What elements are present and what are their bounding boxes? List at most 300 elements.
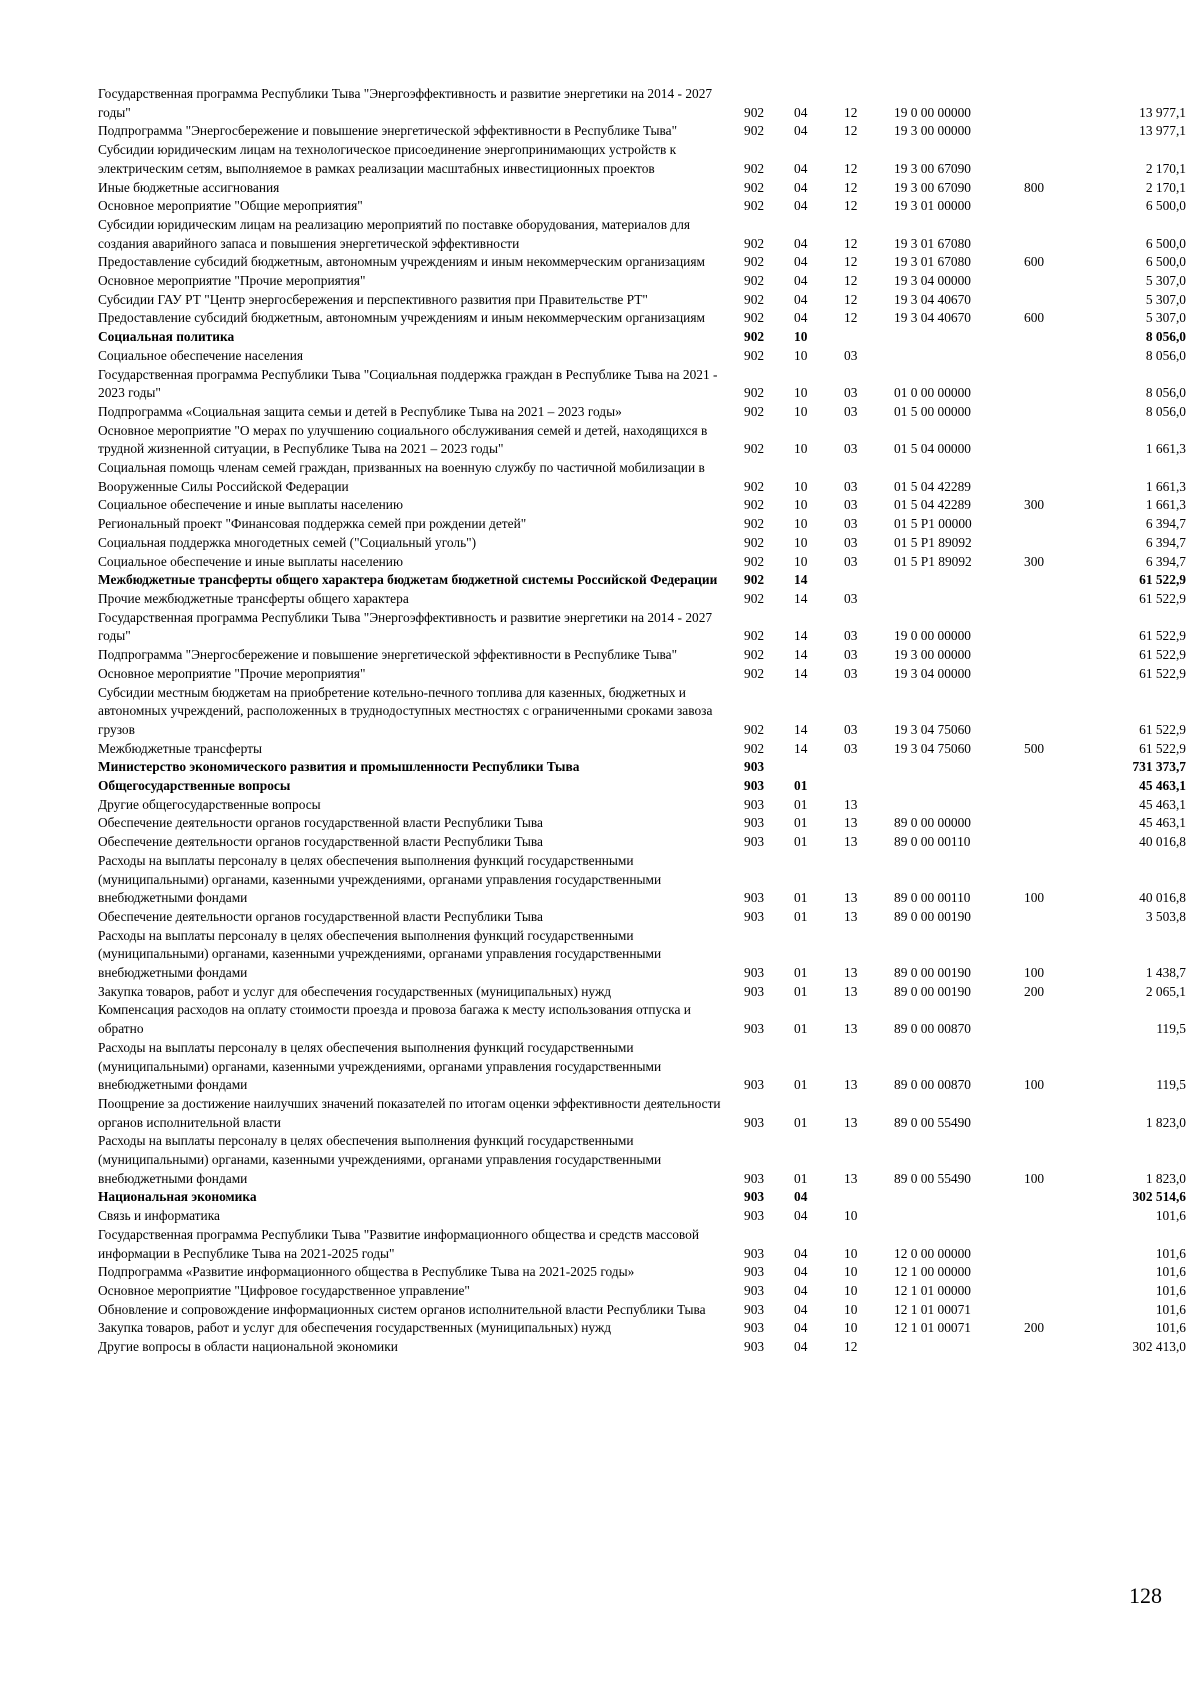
table-row [98,684,1186,740]
table-row [98,1039,1186,1095]
table-row [98,1319,1186,1338]
table-row [98,796,1186,815]
row-amount: 3 503,8 [1145,908,1186,924]
row-section-code: 14 [794,665,808,681]
row-target-item-code: 01 5 00 00000 [894,403,971,419]
row-ministry-code: 903 [744,1189,765,1205]
row-description: Государственная программа Республики Тыва "Развитие информационного общества и средств массовой информации в Республике Тыва на 2021-2025 годы" [98,1226,699,1261]
row-target-item-code: 19 3 00 00000 [894,123,971,139]
row-amount: 5 307,0 [1145,291,1186,307]
row-ministry-code: 903 [744,796,765,812]
row-subsection-code: 10 [844,1283,858,1298]
row-description: Основное мероприятие "Общие мероприятия" [98,198,363,214]
row-amount: 61 522,9 [1139,590,1186,606]
table-row [98,253,1186,272]
table-row [98,496,1186,515]
row-expense-type-code: 600 [1024,254,1045,270]
row-ministry-code: 903 [744,965,765,981]
row-subsection-code: 12 [844,291,858,307]
row-ministry-code: 903 [744,1245,765,1261]
row-section-code: 01 [794,796,808,812]
table-row [98,1001,1186,1038]
row-description: Обеспечение деятельности органов государственной власти Республики Тыва [98,834,543,850]
row-section-code: 04 [794,1301,808,1317]
row-amount: 40 016,8 [1139,834,1186,850]
row-description: Основное мероприятие "Прочие мероприятия" [98,665,366,681]
row-ministry-code: 902 [744,647,765,663]
row-subsection-code: 13 [844,890,858,906]
row-amount: 6 394,7 [1145,553,1186,569]
table-row [98,179,1186,198]
row-section-code: 04 [794,1208,808,1224]
row-amount: 1 661,3 [1145,441,1186,457]
row-subsection-code: 12 [844,104,858,120]
row-ministry-code: 902 [744,254,765,270]
row-target-item-code: 89 0 00 55490 [894,1170,971,1186]
row-description: Подпрограмма "Энергосбережение и повышение энергетической эффективности в Республике Тыва" [98,647,678,663]
row-subsection-code: 03 [844,441,858,457]
table-row [98,646,1186,665]
table-row [98,515,1186,534]
row-description: Расходы на выплаты персоналу в целях обеспечения выполнения функций государственными (муниципальными) органами, казенными учреждениями, органами управления государственными внебюджетными фондами [98,852,662,906]
row-amount: 6 394,7 [1145,534,1186,550]
row-subsection-code: 03 [844,347,858,363]
row-expense-type-code: 100 [1024,890,1045,906]
row-section-code: 04 [794,254,808,270]
row-subsection-code: 13 [844,796,858,812]
row-subsection-code: 03 [844,628,858,644]
table-row [98,1207,1186,1226]
row-subsection-code: 13 [844,1077,858,1093]
row-subsection-code: 13 [844,1114,858,1130]
table-row [98,571,1186,590]
row-ministry-code: 902 [744,104,765,120]
row-amount: 61 522,9 [1139,721,1186,737]
row-expense-type-code: 300 [1024,497,1045,513]
row-amount: 2 170,1 [1145,160,1186,176]
row-subsection-code: 13 [844,1170,858,1186]
row-amount: 5 307,0 [1145,273,1186,289]
row-amount: 8 056,0 [1145,329,1186,345]
table-row [98,609,1186,646]
row-target-item-code: 89 0 00 00190 [894,983,971,999]
row-amount: 13 977,1 [1139,123,1186,139]
row-ministry-code: 903 [744,890,765,906]
row-amount: 302 413,0 [1132,1339,1186,1355]
row-description: Компенсация расходов на оплату стоимости проезда и провоза багажа к месту использования отпуска и обратно [98,1002,691,1037]
table-row [98,272,1186,291]
row-subsection-code: 12 [844,254,858,270]
row-amount: 13 977,1 [1139,104,1186,120]
row-amount: 2 170,1 [1145,179,1186,195]
row-section-code: 01 [794,834,808,850]
table-row [98,422,1186,459]
row-section-code: 04 [794,1189,808,1205]
row-amount: 61 522,9 [1139,572,1186,588]
row-amount: 101,6 [1155,1320,1186,1336]
row-target-item-code: 19 3 04 75060 [894,721,971,737]
row-target-item-code: 89 0 00 00190 [894,908,971,924]
row-subsection-code: 03 [844,647,858,663]
row-description: Межбюджетные трансферты общего характера бюджетам бюджетной системы Российской Федерации [98,572,718,588]
row-target-item-code: 19 0 00 00000 [894,628,971,644]
row-description: Связь и информатика [98,1208,220,1224]
row-description: Социальная помощь членам семей граждан, призванных на военную службу по частичной мобилизации в Вооруженные Силы Российской Федерации [98,460,705,494]
table-row [98,1338,1186,1357]
row-ministry-code: 902 [744,347,765,363]
row-subsection-code: 03 [844,740,858,756]
row-ministry-code: 902 [744,740,765,756]
table-row [98,347,1186,366]
row-ministry-code: 903 [744,1077,765,1093]
row-target-item-code: 19 3 04 00000 [894,273,971,289]
row-description: Субсидии ГАУ РТ "Центр энергосбережения и перспективного развития при Правительстве РТ" [98,291,648,307]
row-section-code: 01 [794,965,808,981]
row-section-code: 04 [794,160,808,176]
row-subsection-code: 12 [844,310,858,326]
row-target-item-code: 01 5 04 42289 [894,478,971,494]
row-section-code: 14 [794,628,808,644]
row-amount: 6 500,0 [1145,198,1186,214]
row-amount: 61 522,9 [1139,665,1186,681]
row-section-code: 04 [794,273,808,289]
row-ministry-code: 902 [744,497,765,513]
row-section-code: 14 [794,647,808,663]
table-row [98,197,1186,216]
row-ministry-code: 902 [744,273,765,289]
row-target-item-code: 19 3 00 67090 [894,160,971,176]
row-ministry-code: 902 [744,628,765,644]
table-row [98,459,1186,496]
row-target-item-code: 01 5 P1 89092 [894,553,972,569]
row-target-item-code: 19 3 01 67080 [894,254,971,270]
row-amount: 61 522,9 [1139,628,1186,644]
row-ministry-code: 902 [744,403,765,419]
row-subsection-code: 10 [844,1301,858,1317]
row-amount: 1 438,7 [1145,965,1186,981]
row-ministry-code: 903 [744,1264,765,1280]
row-ministry-code: 902 [744,441,765,457]
row-section-code: 14 [794,590,808,606]
row-amount: 101,6 [1155,1245,1186,1261]
row-description: Расходы на выплаты персоналу в целях обеспечения выполнения функций государственными (муниципальными) органами, казенными учреждениями, органами управления государственными внебюджетными фондами [98,927,662,981]
row-ministry-code: 902 [744,123,765,139]
row-subsection-code: 03 [844,590,858,606]
row-target-item-code: 89 0 00 55490 [894,1114,971,1130]
table-row [98,1301,1186,1320]
row-target-item-code: 01 5 04 42289 [894,497,971,513]
row-ministry-code: 903 [744,908,765,924]
row-description: Другие вопросы в области национальной экономики [98,1339,398,1355]
row-description: Социальная политика [98,329,235,345]
row-description: Субсидии юридическим лицам на технологическое присоединение энергопринимающих устройств к электрическим сетям, выполняемое в рамках реализации масштабных инвестиционных проектов [98,142,677,176]
row-description: Межбюджетные трансферты [98,740,262,756]
row-amount: 61 522,9 [1139,647,1186,663]
row-ministry-code: 902 [744,590,765,606]
row-section-code: 10 [794,403,808,419]
row-target-item-code: 12 1 00 00000 [894,1264,971,1280]
row-section-code: 14 [794,740,808,756]
row-target-item-code: 89 0 00 00870 [894,1021,971,1037]
row-section-code: 04 [794,104,808,120]
row-subsection-code: 13 [844,965,858,981]
row-target-item-code: 12 1 01 00000 [894,1283,971,1298]
table-row [98,122,1186,141]
row-subsection-code: 12 [844,123,858,139]
row-target-item-code: 19 3 00 67090 [894,179,971,195]
row-description: Субсидии местным бюджетам на приобретение котельно-печного топлива для казенных, бюджетных и автономных учреждений, расположенных в труднодоступных местностях с ограниченными сроками завоза грузов [98,684,713,737]
row-ministry-code: 902 [744,179,765,195]
row-target-item-code: 19 0 00 00000 [894,104,971,120]
row-ministry-code: 902 [744,721,765,737]
table-row [98,590,1186,609]
row-description: Закупка товаров, работ и услуг для обеспечения государственных (муниципальных) нужд [98,1320,612,1336]
row-target-item-code: 01 5 04 00000 [894,441,971,457]
row-amount: 101,6 [1155,1283,1186,1298]
table-row [98,403,1186,422]
row-expense-type-code: 200 [1024,1320,1045,1336]
row-amount: 101,6 [1155,1264,1186,1280]
row-ministry-code: 902 [744,534,765,550]
row-target-item-code: 01 5 P1 89092 [894,534,972,550]
row-subsection-code: 03 [844,534,858,550]
table-row [98,740,1186,759]
row-section-code: 04 [794,198,808,214]
row-target-item-code: 19 3 00 00000 [894,647,971,663]
row-section-code: 04 [794,235,808,251]
row-description: Социальное обеспечение и иные выплаты населению [98,553,403,569]
row-subsection-code: 03 [844,478,858,494]
row-description: Расходы на выплаты персоналу в целях обеспечения выполнения функций государственными (муниципальными) органами, казенными учреждениями, органами управления государственными внебюджетными фондами [98,1133,662,1186]
row-amount: 6 500,0 [1145,235,1186,251]
row-expense-type-code: 100 [1024,1077,1045,1093]
row-ministry-code: 902 [744,572,765,588]
row-section-code: 01 [794,1170,808,1186]
row-amount: 1 823,0 [1145,1170,1186,1186]
row-ministry-code: 902 [744,235,765,251]
row-amount: 5 307,0 [1145,310,1186,326]
row-description: Обновление и сопровождение информационных систем органов исполнительной власти Республики Тыва [98,1301,706,1317]
table-row [98,665,1186,684]
row-description: Поощрение за достижение наилучших значений показателей по итогам оценки эффективности деятельности органов исполнительной власти [98,1095,721,1130]
row-description: Общегосударственные вопросы [98,778,291,794]
row-ministry-code: 902 [744,160,765,176]
row-section-code: 04 [794,123,808,139]
table-row [98,1095,1186,1132]
table-row [98,85,1186,122]
row-amount: 119,5 [1156,1021,1186,1037]
row-amount: 302 514,6 [1132,1189,1186,1205]
row-subsection-code: 12 [844,273,858,289]
row-description: Министерство экономического развития и промышленности Республики Тыва [98,759,580,775]
row-amount: 8 056,0 [1145,385,1186,401]
row-amount: 8 056,0 [1145,403,1186,419]
row-target-item-code: 89 0 00 00190 [894,965,971,981]
row-target-item-code: 01 0 00 00000 [894,385,971,401]
row-description: Государственная программа Республики Тыва "Энергоэффективность и развитие энергетики на 2014 - 2027 годы" [98,609,713,644]
row-description: Социальное обеспечение населения [98,347,304,363]
row-subsection-code: 12 [844,179,858,195]
row-description: Предоставление субсидий бюджетным, автономным учреждениям и иным некоммерческим организациям [98,254,705,270]
row-section-code: 04 [794,179,808,195]
row-subsection-code: 03 [844,721,858,737]
row-section-code: 04 [794,1320,808,1336]
row-ministry-code: 903 [744,1339,765,1355]
row-description: Основное мероприятие "Цифровое государственное управление" [98,1283,470,1298]
table-row [98,141,1186,178]
row-target-item-code: 01 5 P1 00000 [894,516,972,532]
row-subsection-code: 12 [844,235,858,251]
row-section-code: 14 [794,721,808,737]
table-row [98,1188,1186,1207]
row-subsection-code: 13 [844,908,858,924]
row-ministry-code: 903 [744,1301,765,1317]
row-amount: 119,5 [1156,1077,1186,1093]
row-description: Подпрограмма «Социальная защита семьи и детей в Республике Тыва на 2021 – 2023 годы» [98,403,622,419]
row-section-code: 01 [794,815,808,831]
page-number: 128 [1129,1583,1162,1608]
row-subsection-code: 13 [844,815,858,831]
row-section-code: 04 [794,291,808,307]
row-subsection-code: 10 [844,1320,858,1336]
table-row [98,777,1186,796]
row-subsection-code: 12 [844,160,858,176]
row-subsection-code: 03 [844,665,858,681]
row-ministry-code: 903 [744,759,765,775]
row-description: Региональный проект "Финансовая поддержка семей при рождении детей" [98,516,527,532]
row-ministry-code: 902 [744,329,765,345]
row-amount: 731 373,7 [1132,759,1186,775]
table-row [98,1226,1186,1263]
row-subsection-code: 13 [844,1021,858,1037]
table-row [98,908,1186,927]
row-ministry-code: 902 [744,553,765,569]
table-row [98,814,1186,833]
row-section-code: 10 [794,478,808,494]
row-section-code: 10 [794,329,808,345]
row-section-code: 10 [794,553,808,569]
row-amount: 45 463,1 [1139,778,1186,794]
row-section-code: 10 [794,441,808,457]
row-ministry-code: 903 [744,1021,765,1037]
row-description: Основное мероприятие "Прочие мероприятия" [98,273,366,289]
row-description: Другие общегосударственные вопросы [98,796,321,812]
row-target-item-code: 19 3 04 00000 [894,665,971,681]
row-amount: 45 463,1 [1139,815,1186,831]
row-ministry-code: 902 [744,291,765,307]
row-section-code: 04 [794,310,808,326]
table-row [98,216,1186,253]
table-row [98,852,1186,908]
row-description: Подпрограмма "Энергосбережение и повышение энергетической эффективности в Республике Тыва" [98,123,678,139]
row-description: Государственная программа Республики Тыва "Социальная поддержка граждан в Республике Тыва на 2021 - 2023 годы" [98,366,718,401]
row-expense-type-code: 100 [1024,965,1045,981]
row-section-code: 01 [794,1021,808,1037]
table-row [98,1263,1186,1282]
row-description: Закупка товаров, работ и услуг для обеспечения государственных (муниципальных) нужд [98,983,612,999]
table-row [98,927,1186,983]
row-section-code: 01 [794,1114,808,1130]
row-ministry-code: 903 [744,1208,765,1224]
row-subsection-code: 03 [844,497,858,513]
row-section-code: 04 [794,1283,808,1298]
row-amount: 6 394,7 [1145,516,1186,532]
row-amount: 1 823,0 [1145,1114,1186,1130]
row-section-code: 01 [794,908,808,924]
row-section-code: 04 [794,1264,808,1280]
row-amount: 8 056,0 [1145,347,1186,363]
row-subsection-code: 03 [844,553,858,569]
row-section-code: 01 [794,983,808,999]
row-ministry-code: 903 [744,983,765,999]
row-target-item-code: 89 0 00 00870 [894,1077,971,1093]
row-description: Основное мероприятие "О мерах по улучшению социального обслуживания семей и детей, находящихся в трудной жизненной ситуации, в Республике Тыва на 2021 – 2023 годы" [98,422,708,457]
row-subsection-code: 10 [844,1245,858,1261]
row-subsection-code: 03 [844,516,858,532]
row-amount: 61 522,9 [1139,740,1186,756]
table-row [98,309,1186,328]
row-section-code: 10 [794,385,808,401]
row-expense-type-code: 500 [1024,740,1045,756]
row-description: Подпрограмма «Развитие информационного общества в Республике Тыва на 2021-2025 годы» [98,1264,635,1280]
row-description: Прочие межбюджетные трансферты общего характера [98,590,409,606]
row-subsection-code: 12 [844,1339,858,1355]
row-section-code: 10 [794,347,808,363]
row-subsection-code: 03 [844,403,858,419]
row-target-item-code: 89 0 00 00110 [894,834,971,850]
table-row [98,328,1186,347]
row-target-item-code: 19 3 04 40670 [894,310,971,326]
row-section-code: 01 [794,778,808,794]
row-amount: 2 065,1 [1145,983,1186,999]
row-target-item-code: 12 0 00 00000 [894,1245,971,1261]
row-subsection-code: 13 [844,834,858,850]
row-description: Иные бюджетные ассигнования [98,179,280,195]
row-ministry-code: 903 [744,1320,765,1336]
row-target-item-code: 19 3 01 67080 [894,235,971,251]
table-row [98,534,1186,553]
row-expense-type-code: 100 [1024,1170,1045,1186]
row-section-code: 04 [794,1245,808,1261]
row-expense-type-code: 300 [1024,553,1045,569]
row-amount: 101,6 [1155,1208,1186,1224]
row-expense-type-code: 200 [1024,983,1045,999]
row-ministry-code: 903 [744,834,765,850]
row-amount: 40 016,8 [1139,890,1186,906]
row-expense-type-code: 800 [1024,179,1045,195]
row-amount: 6 500,0 [1145,254,1186,270]
row-ministry-code: 903 [744,815,765,831]
table-row [98,1282,1186,1301]
row-ministry-code: 903 [744,778,765,794]
row-description: Обеспечение деятельности органов государственной власти Республики Тыва [98,815,543,831]
row-description: Предоставление субсидий бюджетным, автономным учреждениям и иным некоммерческим организациям [98,310,705,326]
row-target-item-code: 19 3 04 40670 [894,291,971,307]
row-subsection-code: 13 [844,983,858,999]
budget-table [98,85,1186,1357]
row-section-code: 04 [794,1339,808,1355]
row-subsection-code: 10 [844,1208,858,1224]
row-description: Социальное обеспечение и иные выплаты населению [98,497,403,513]
row-section-code: 10 [794,516,808,532]
row-description: Субсидии юридическим лицам на реализацию мероприятий по поставке оборудования, материалов для создания аварийного запаса и повышения энергетической эффективности [98,216,691,251]
table-row [98,758,1186,777]
row-description: Социальная поддержка многодетных семей ("Социальный уголь") [98,534,477,550]
row-target-item-code: 19 3 04 75060 [894,740,971,756]
row-section-code: 01 [794,1077,808,1093]
row-target-item-code: 19 3 01 00000 [894,198,971,214]
row-target-item-code: 12 1 01 00071 [894,1301,971,1317]
